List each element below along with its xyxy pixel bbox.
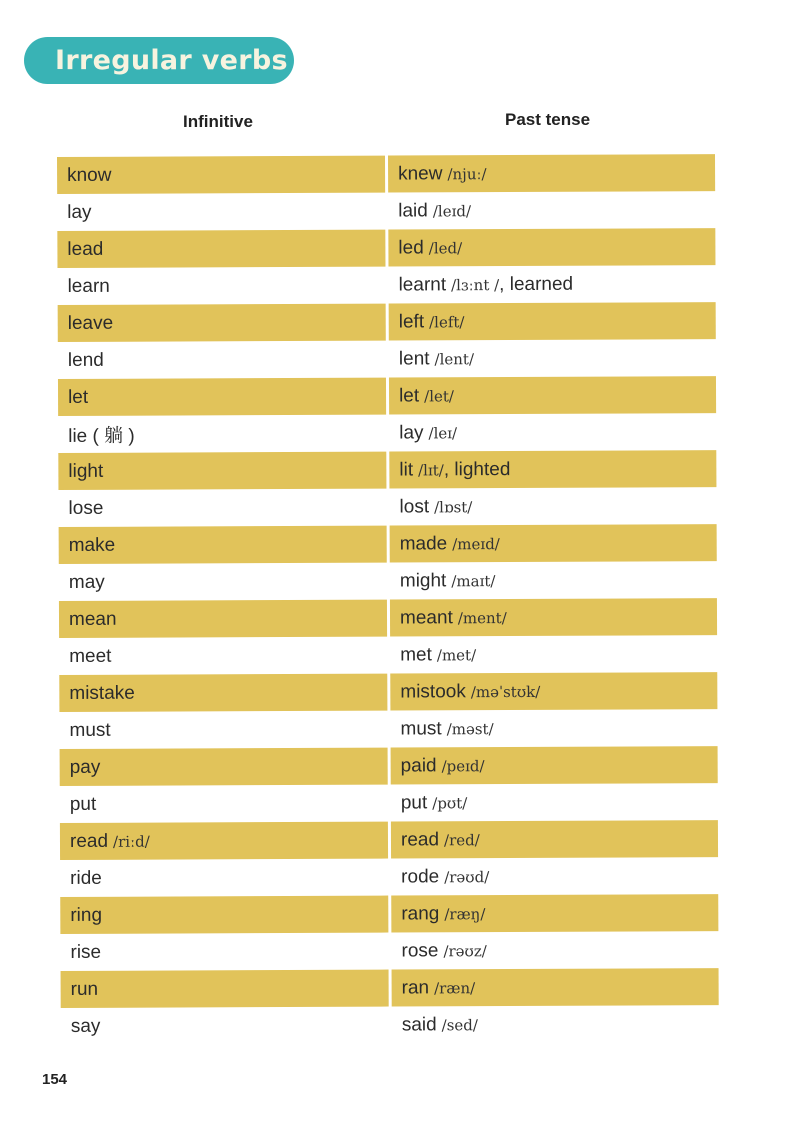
table-row — [58, 450, 716, 490]
table-row — [59, 524, 717, 564]
past-tense-pronunciation: /ræŋ/ — [444, 904, 486, 923]
infinitive-cell — [59, 526, 387, 564]
table-row — [57, 154, 715, 194]
past-tense-word: met — [400, 643, 432, 666]
table-row — [58, 376, 716, 416]
past-tense-word: lit — [399, 458, 414, 481]
infinitive-word: must — [69, 719, 111, 741]
past-tense-cell — [391, 820, 718, 858]
past-tense-word: meant — [399, 606, 453, 629]
infinitive-word: mean — [68, 608, 117, 630]
infinitive-word: rise — [70, 941, 102, 963]
table-row — [59, 709, 717, 749]
past-tense-cell — [389, 487, 716, 525]
past-tense-word: led — [398, 236, 424, 259]
infinitive-word: run — [70, 978, 99, 1000]
infinitive-word: lay — [67, 201, 92, 223]
past-tense-cell — [390, 709, 717, 747]
table-row — [60, 857, 718, 897]
infinitive-word: lead — [67, 238, 104, 260]
past-tense-pronunciation: /məst/ — [446, 719, 494, 738]
past-tense-cell — [389, 413, 716, 451]
infinitive-cell — [58, 304, 386, 342]
column-header-infinitive: Infinitive — [183, 112, 253, 131]
table-row — [61, 968, 719, 1008]
title-banner — [24, 37, 294, 84]
past-tense-alternative: , learned — [499, 273, 574, 295]
table-row — [58, 487, 716, 527]
past-tense-pronunciation: /rəʊz/ — [443, 941, 487, 960]
infinitive-cell — [58, 452, 386, 490]
table-row — [59, 672, 717, 712]
past-tense-word: made — [399, 532, 448, 555]
past-tense-cell — [388, 154, 715, 192]
past-tense-cell — [391, 931, 718, 969]
past-tense-cell — [391, 857, 718, 895]
table-row — [61, 1005, 719, 1045]
infinitive-cell — [60, 896, 388, 934]
past-tense-pronunciation: /sed/ — [441, 1015, 478, 1034]
table-row — [59, 561, 717, 601]
infinitive-word: read — [69, 830, 109, 852]
table-row — [59, 635, 717, 675]
past-tense-pronunciation: /lɜːnt / — [451, 275, 500, 294]
past-tense-cell — [389, 450, 716, 488]
infinitive-word: lie ( 躺 ) — [68, 425, 135, 447]
past-tense-word: might — [399, 569, 447, 592]
page-number: 154 — [42, 1071, 68, 1088]
infinitive-cell — [59, 711, 387, 749]
past-tense-pronunciation: /led/ — [428, 238, 463, 257]
past-tense-word: ran — [401, 976, 430, 999]
table-row — [60, 783, 718, 823]
infinitive-cell — [58, 378, 386, 416]
infinitive-word: light — [68, 460, 104, 482]
past-tense-pronunciation: /let/ — [424, 386, 454, 405]
table-row — [58, 339, 716, 379]
past-tense-cell — [390, 635, 717, 673]
infinitive-cell — [60, 859, 388, 897]
table-row — [60, 820, 718, 860]
infinitive-cell — [58, 489, 386, 527]
past-tense-pronunciation: /njuː/ — [447, 164, 487, 183]
infinitive-word: meet — [69, 645, 112, 667]
past-tense-word: read — [400, 828, 440, 851]
past-tense-word: said — [401, 1013, 437, 1036]
past-tense-cell — [389, 302, 716, 340]
past-tense-cell — [388, 265, 715, 303]
past-tense-word: knew — [398, 162, 443, 185]
table-row — [57, 265, 715, 305]
past-tense-cell — [391, 894, 718, 932]
past-tense-pronunciation: /leɪd/ — [432, 201, 472, 220]
past-tense-pronunciation: /meɪd/ — [452, 534, 500, 553]
infinitive-word: lend — [67, 349, 104, 371]
past-tense-pronunciation: /leɪ/ — [428, 423, 458, 442]
past-tense-word: learnt — [398, 273, 447, 296]
column-header-past-tense: Past tense — [505, 110, 591, 129]
past-tense-cell — [389, 339, 716, 377]
infinitive-cell — [61, 1007, 389, 1045]
page-title: Irregular verbs — [55, 45, 288, 76]
infinitive-word: learn — [67, 275, 110, 297]
past-tense-pronunciation: /lɒst/ — [434, 497, 473, 516]
past-tense-pronunciation: /lɪt/ — [418, 460, 444, 479]
table-row — [58, 302, 716, 342]
past-tense-cell — [392, 1005, 719, 1043]
infinitive-cell — [60, 933, 388, 971]
infinitive-word: say — [70, 1015, 101, 1037]
past-tense-word: lost — [399, 495, 430, 518]
past-tense-pronunciation: /pʊt/ — [432, 793, 468, 812]
infinitive-cell — [60, 785, 388, 823]
past-tense-cell — [391, 783, 718, 821]
past-tense-cell — [392, 968, 719, 1006]
past-tense-word: must — [400, 717, 442, 740]
table-row — [59, 598, 717, 638]
past-tense-pronunciation: /ræn/ — [434, 978, 476, 997]
table-row — [60, 931, 718, 971]
infinitive-word: ring — [70, 904, 103, 926]
past-tense-pronunciation: /left/ — [429, 312, 465, 331]
infinitive-cell — [58, 415, 386, 453]
past-tense-word: paid — [400, 754, 437, 777]
infinitive-cell — [57, 230, 385, 268]
past-tense-word: mistook — [400, 680, 466, 703]
past-tense-pronunciation: /lent/ — [434, 349, 475, 368]
infinitive-pronunciation: /riːd/ — [112, 832, 150, 851]
infinitive-word: mistake — [69, 682, 135, 704]
infinitive-cell — [59, 637, 387, 675]
past-tense-cell — [390, 561, 717, 599]
past-tense-alternative: , lighted — [443, 458, 511, 480]
infinitive-cell — [59, 674, 387, 712]
past-tense-cell — [391, 746, 718, 784]
past-tense-word: rang — [401, 902, 440, 925]
infinitive-cell — [57, 267, 385, 305]
infinitive-word: pay — [69, 756, 101, 778]
infinitive-word: ride — [70, 867, 102, 889]
infinitive-cell — [57, 156, 385, 194]
infinitive-cell — [58, 341, 386, 379]
infinitive-cell — [59, 563, 387, 601]
infinitive-cell — [57, 193, 385, 231]
past-tense-cell — [388, 228, 715, 266]
infinitive-word: put — [69, 793, 97, 815]
infinitive-word: make — [68, 534, 116, 556]
past-tense-word: lent — [398, 347, 430, 370]
verb-table — [57, 154, 719, 1045]
past-tense-cell — [388, 191, 715, 229]
past-tense-word: laid — [398, 199, 428, 222]
past-tense-word: put — [400, 791, 428, 814]
infinitive-word: know — [67, 164, 112, 186]
past-tense-pronunciation: /məˈstʊk/ — [470, 682, 541, 701]
past-tense-pronunciation: /rəʊd/ — [444, 867, 490, 886]
past-tense-word: lay — [399, 421, 424, 444]
past-tense-cell — [390, 598, 717, 636]
past-tense-word: let — [398, 384, 420, 407]
past-tense-word: rode — [401, 865, 440, 888]
infinitive-cell — [60, 748, 388, 786]
infinitive-word: may — [68, 571, 105, 593]
infinitive-cell — [59, 600, 387, 638]
past-tense-pronunciation: /maɪt/ — [451, 571, 496, 590]
infinitive-cell — [61, 970, 389, 1008]
past-tense-cell — [389, 376, 716, 414]
infinitive-cell — [60, 822, 388, 860]
table-row — [60, 746, 718, 786]
past-tense-pronunciation: /ment/ — [457, 608, 507, 627]
infinitive-word: leave — [67, 312, 114, 334]
table-row — [57, 191, 715, 231]
past-tense-pronunciation: /red/ — [443, 830, 480, 849]
past-tense-cell — [390, 672, 717, 710]
past-tense-pronunciation: /peɪd/ — [441, 756, 485, 775]
past-tense-word: rose — [401, 939, 439, 962]
table-row — [60, 894, 718, 934]
table-row — [58, 413, 716, 453]
past-tense-cell — [390, 524, 717, 562]
infinitive-word: lose — [68, 497, 104, 519]
past-tense-pronunciation: /met/ — [436, 645, 477, 664]
infinitive-word: let — [68, 386, 89, 408]
table-row — [57, 228, 715, 268]
past-tense-word: left — [398, 310, 425, 333]
